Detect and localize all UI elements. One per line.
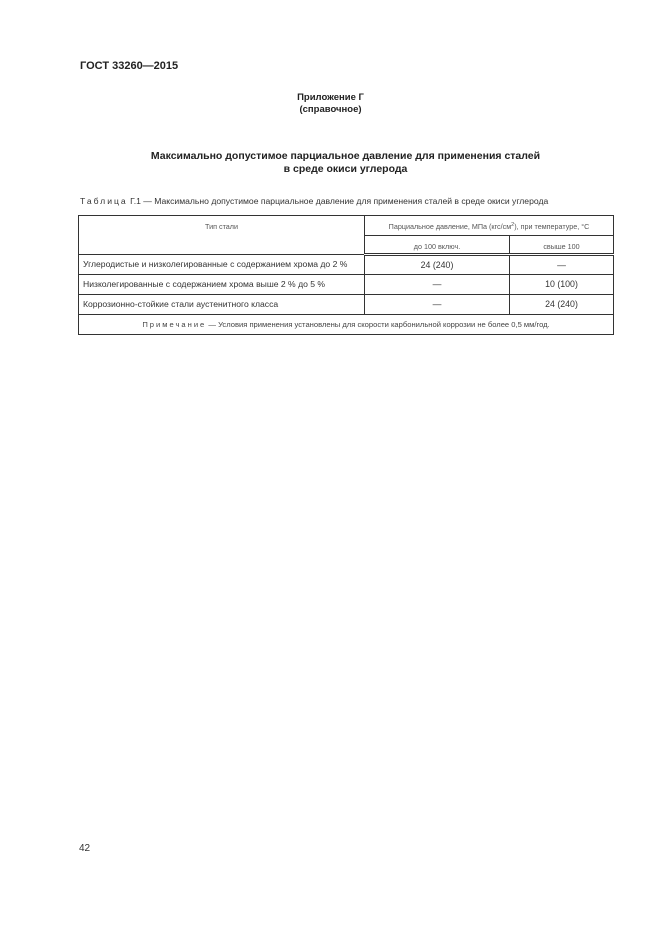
table-caption-number: Г.1: [130, 196, 141, 206]
appendix-subtitle: (справочное): [299, 104, 362, 115]
header-pressure-post: ), при температуре, °С: [514, 222, 590, 231]
main-title-line-1: Максимально допустимое парциальное давление для применения сталей: [150, 150, 541, 162]
pressure-table: [78, 215, 614, 335]
table-note: [79, 315, 614, 335]
table-note-row: [79, 315, 614, 335]
note-label: Примечание: [142, 320, 207, 329]
value-above-100: 10 (100): [510, 275, 614, 295]
value-up-to-100: —: [365, 295, 510, 315]
appendix-heading: [0, 92, 661, 116]
steel-type-cell: Коррозионно-стойкие стали аустенитного класса: [79, 295, 365, 315]
header-pressure-pre: Парциальное давление, МПа (кгс/см: [388, 222, 512, 231]
header-pressure-sup: 2: [511, 222, 515, 228]
note-text: — Условия применения установлены для скорости карбонильной коррозии не более 0,5 мм/год.: [206, 320, 550, 329]
steel-type-cell: Низколегированные с содержанием хрома выше 2 % до 5 %: [79, 275, 365, 295]
table-caption: [80, 196, 548, 206]
table-row: [79, 275, 614, 295]
header-steel-type: Тип стали: [79, 216, 365, 255]
value-above-100: —: [510, 255, 614, 275]
value-above-100: 24 (240): [510, 295, 614, 315]
header-partial-pressure: [365, 216, 614, 236]
main-title: [0, 150, 661, 176]
table-caption-text: — Максимально допустимое парциальное давление для применения сталей в среде окиси углерода: [140, 196, 549, 206]
value-up-to-100: 24 (240): [365, 255, 510, 275]
table-header-row-1: [79, 216, 614, 236]
value-up-to-100: —: [365, 275, 510, 295]
appendix-title: Приложение Г: [297, 92, 364, 103]
table-row: [79, 255, 614, 275]
document-code: ГОСТ 33260—2015: [80, 60, 179, 72]
main-title-line-2: в среде окиси углерода: [283, 163, 408, 175]
table-caption-prefix: Таблица: [80, 196, 128, 206]
steel-type-cell: Углеродистые и низколегированные с содержанием хрома до 2 %: [79, 255, 365, 275]
header-above-100: свыше 100: [510, 236, 614, 255]
page-number: 42: [79, 843, 91, 854]
table-row: [79, 295, 614, 315]
header-up-to-100: до 100 включ.: [365, 236, 510, 255]
